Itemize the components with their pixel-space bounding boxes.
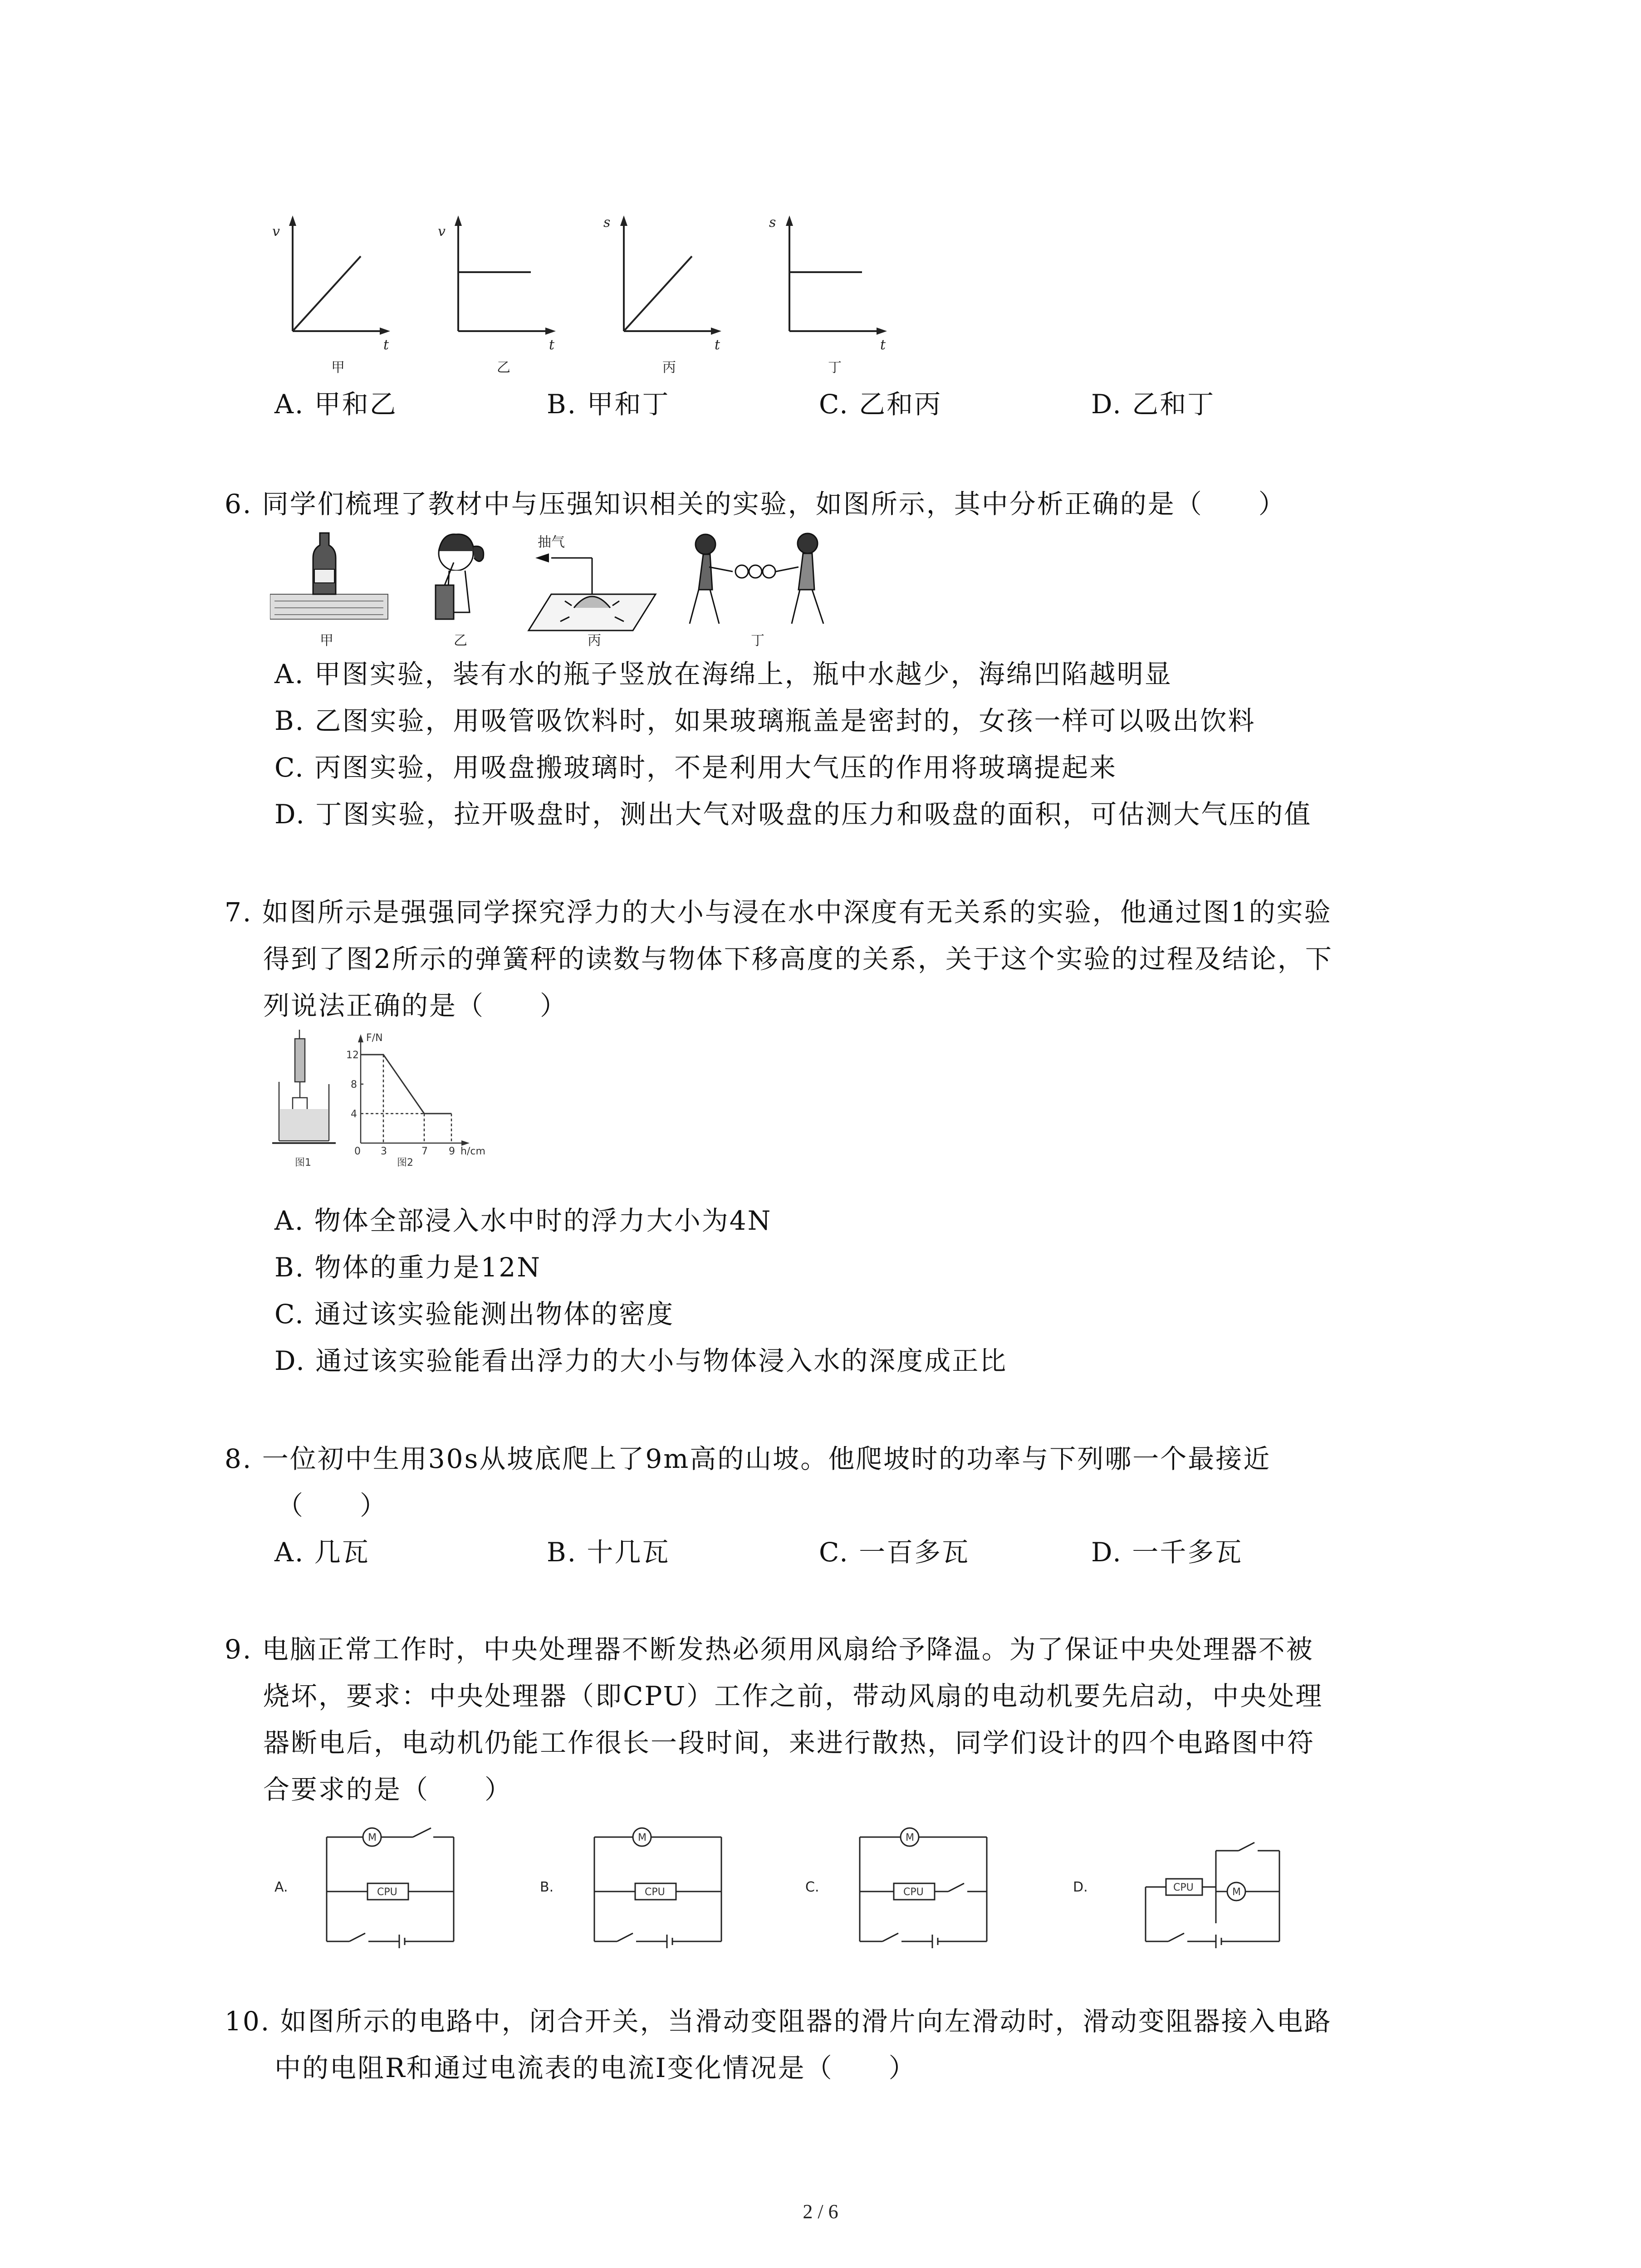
q7-stem-line-1: 7. 如图所示是强强同学探究浮力的大小与浸在水中深度有无关系的实验，他通过图1的实验 — [225, 897, 1332, 928]
circuit-c-letter: C. — [805, 1879, 819, 1895]
q5-axis-x-1: t — [383, 337, 389, 353]
q7-ytick-12: 12 — [346, 1050, 359, 1061]
q5-axis-x-3: t — [715, 337, 720, 353]
q6-option-a: A. 甲图实验，装有水的瓶子竖放在海绵上，瓶中水越少，海绵凹陷越明显 — [274, 659, 1172, 689]
kids-pulling-cups-illustration — [690, 533, 823, 624]
q9-stem-line-2: 烧坏，要求：中央处理器（即CPU）工作之前，带动风扇的电动机要先启动，中央处理 — [263, 1681, 1323, 1711]
q9-circuits — [263, 1819, 1307, 1955]
q7-option-d: D. 通过该实验能看出浮力的大小与物体浸入水的深度成正比 — [274, 1345, 1008, 1376]
q7-ylabel: F/N — [366, 1032, 383, 1044]
q6-figure — [270, 526, 837, 649]
q7-option-b: B. 物体的重力是12N — [274, 1252, 542, 1283]
circuit-b-cpu: CPU — [645, 1887, 665, 1898]
q5-graphs — [254, 213, 935, 404]
q6-fig-label-4: 丁 — [751, 633, 764, 649]
circuit-a — [274, 1828, 454, 1948]
q6-stem: 6. 同学们梳理了教材中与压强知识相关的实验，如图所示，其中分析正确的是（ ） — [225, 489, 1286, 519]
q9-stem-line-1: 9. 电脑正常工作时，中央处理器不断发热必须用风扇给予降温。为了保证中央处理器不被 — [225, 1634, 1314, 1665]
page-number: 2 / 6 — [803, 2200, 838, 2223]
q5-axis-x-4: t — [880, 337, 886, 353]
circuit-c-motor: M — [906, 1832, 914, 1843]
q7-xtick-7: 7 — [421, 1146, 428, 1157]
q7-option-c: C. 通过该实验能测出物体的密度 — [274, 1299, 675, 1330]
q5-graph-label-4: 丁 — [828, 360, 842, 376]
q7-option-a: A. 物体全部浸入水中时的浮力大小为4N — [274, 1205, 772, 1236]
q8-option-b: B. 十几瓦 — [547, 1537, 670, 1568]
q8-stem: 8. 一位初中生用30s从坡底爬上了9m高的山坡。他爬坡时的功率与下列哪一个最接近 — [225, 1443, 1271, 1474]
spring-scale-beaker-illustration — [272, 1030, 336, 1143]
circuit-c — [805, 1837, 987, 1948]
q7-stem-line-3: 列说法正确的是（ ） — [263, 990, 568, 1021]
q7-figure — [270, 1030, 506, 1170]
circuit-b-letter: B. — [540, 1879, 554, 1895]
circuit-a-motor: M — [368, 1832, 377, 1843]
q5-axis-x-2: t — [549, 337, 555, 353]
q7-xlabel: h/cm — [460, 1146, 485, 1157]
q5-option-b: B. 甲和丁 — [547, 389, 670, 420]
q7-ytick-4: 4 — [351, 1109, 357, 1120]
q6-option-d: D. 丁图实验，拉开吸盘时，测出大气对吸盘的压力和吸盘的面积，可估测大气压的值 — [274, 799, 1312, 830]
q9-stem-line-4: 合要求的是（ ） — [263, 1774, 513, 1805]
q7-xtick-3: 3 — [381, 1146, 387, 1157]
q7-stem-line-2: 得到了图2所示的弹簧秤的读数与物体下移高度的关系，关于这个实验的过程及结论，下 — [263, 943, 1333, 974]
q5-graph-label-2: 乙 — [497, 360, 510, 376]
q6-fig-label-2: 乙 — [454, 633, 467, 649]
circuit-d-cpu: CPU — [1173, 1882, 1194, 1893]
q9-stem-line-3: 器断电后，电动机仍能工作很长一段时间，来进行散热，同学们设计的四个电路图中符 — [263, 1727, 1315, 1758]
q7-xtick-9: 9 — [449, 1146, 455, 1157]
circuit-d — [1073, 1843, 1279, 1948]
q5-option-d: D. 乙和丁 — [1091, 389, 1215, 420]
q7-origin: 0 — [354, 1146, 361, 1157]
q7-cap-2: 图2 — [397, 1157, 413, 1168]
q5-axis-y-1: v — [272, 224, 280, 240]
q6-pump-label: 抽气 — [538, 534, 565, 550]
q5-option-c: C. 乙和丙 — [819, 389, 942, 420]
girl-drinking-illustration — [436, 534, 484, 619]
q5-axis-y-3: s — [603, 215, 611, 230]
q7-ytick-8: 8 — [351, 1079, 357, 1090]
q5-axis-y-2: v — [438, 224, 446, 240]
q5-graph-label-1: 甲 — [331, 360, 345, 376]
q8-paren: （ ） — [277, 1490, 388, 1521]
q7-cap-1: 图1 — [295, 1157, 311, 1168]
q5-axis-y-4: s — [769, 215, 776, 230]
circuit-d-letter: D. — [1073, 1879, 1088, 1895]
circuit-d-motor: M — [1232, 1887, 1241, 1898]
q8-option-c: C. 一百多瓦 — [819, 1537, 970, 1568]
bottle-on-sponge-illustration — [270, 533, 388, 619]
q5-option-a: A. 甲和乙 — [274, 389, 397, 420]
circuit-b — [540, 1837, 721, 1948]
q6-fig-label-1: 甲 — [320, 633, 333, 649]
q8-option-a: A. 几瓦 — [274, 1537, 370, 1568]
suction-cup-glass-illustration — [529, 534, 656, 631]
q8-option-d: D. 一千多瓦 — [1091, 1537, 1243, 1568]
q6-fig-label-3: 丙 — [588, 633, 601, 649]
q10-stem-line-1: 10. 如图所示的电路中，闭合开关，当滑动变阻器的滑片向左滑动时，滑动变阻器接入电路 — [225, 2006, 1332, 2037]
circuit-c-cpu: CPU — [903, 1887, 924, 1898]
circuit-b-motor: M — [638, 1832, 647, 1843]
q6-option-c: C. 丙图实验，用吸盘搬玻璃时，不是利用大气压的作用将玻璃提起来 — [274, 752, 1117, 783]
q5-graph-label-3: 丙 — [662, 360, 676, 376]
q10-stem-line-2: 中的电阻R和通过电流表的电流I变化情况是（ ） — [274, 2053, 916, 2083]
circuit-a-letter: A. — [274, 1879, 288, 1895]
q6-option-b: B. 乙图实验，用吸管吸饮料时，如果玻璃瓶盖是密封的，女孩一样可以吸出饮料 — [274, 705, 1256, 736]
circuit-a-cpu: CPU — [377, 1887, 397, 1898]
